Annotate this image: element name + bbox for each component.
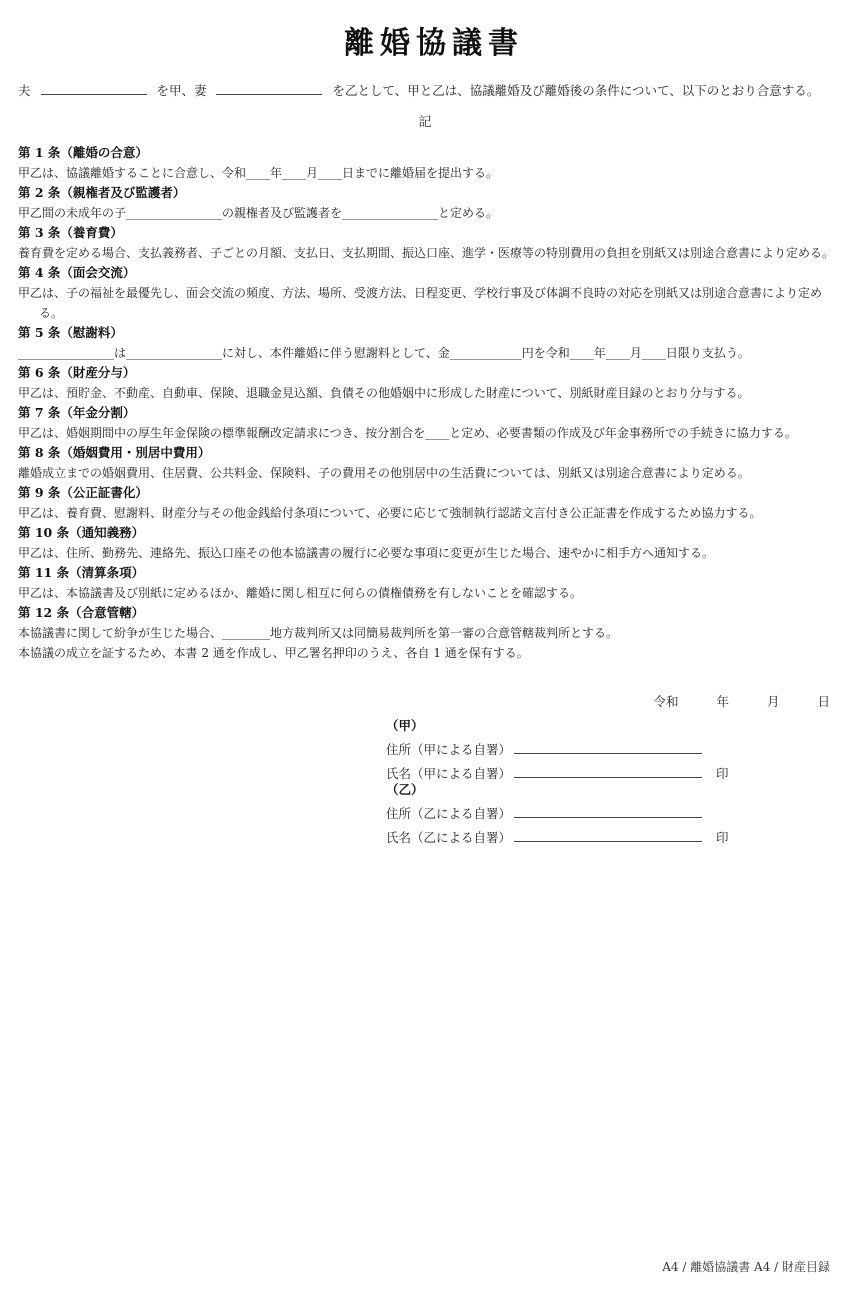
article-heading: 第 7 条（年金分割） — [18, 405, 136, 420]
article-heading: 第 4 条（面会交流） — [18, 265, 136, 280]
articles-list — [18, 143, 836, 664]
fill-in-blank: ________________ — [126, 206, 223, 220]
article-text: の親権者及び監護者を — [222, 206, 343, 220]
husband-name-blank — [41, 82, 147, 95]
article-text: 甲乙は、協議離婚することに合意し、令和 — [18, 166, 247, 180]
signature-address-line[interactable] — [514, 807, 702, 818]
signature-party-label: （乙） — [386, 782, 424, 797]
fill-in-blank: ____ — [318, 166, 343, 180]
article-text: は — [114, 346, 127, 360]
fill-in-blank: ____ — [605, 346, 630, 360]
article-heading: 第 2 条（親権者及び監護者） — [18, 185, 186, 200]
article-heading: 第 12 条（合意管轄） — [18, 605, 145, 620]
article-text: 月 — [629, 346, 642, 360]
signature-name-label: 氏名（甲による自署） — [386, 766, 512, 781]
signature-block-ko — [386, 716, 729, 782]
article-heading: 第 10 条（通知義務） — [18, 525, 145, 540]
article-text: 年 — [270, 166, 283, 180]
article-body — [18, 203, 836, 223]
article-text: 甲乙は、養育費、慰謝料、財産分与その他金銭給付条項について、必要に応じて強制執行認諾文言付き公正証書を作成するため協力する。 — [18, 506, 762, 520]
fill-in-blank: ________________ — [126, 346, 223, 360]
date-month: 月 — [766, 694, 780, 709]
article-text: 離婚成立までの婚姻費用、住居費、公共料金、保険料、子の費用その他別居中の生活費については、別紙又は別途合意書により定める。 — [18, 466, 750, 480]
page-footer: A4 / 離婚協議書 A4 / 財産目録 — [662, 1260, 830, 1274]
article-text: 円を令和 — [521, 346, 570, 360]
signature-address-label: 住所（甲による自署） — [386, 742, 512, 757]
article-body — [18, 243, 836, 263]
article-heading: 第 11 条（清算条項） — [18, 565, 145, 580]
seal-mark: 印 — [716, 830, 729, 845]
date-day: 日 — [817, 694, 830, 709]
article-body — [18, 623, 836, 643]
date-year: 年 — [716, 694, 729, 709]
article-heading: 第 1 条（離婚の合意） — [18, 145, 148, 160]
article-text: 甲乙は、婚姻期間中の厚生年金保険の標準報酬改定請求につき、按分割合を — [18, 426, 426, 440]
fill-in-blank: ____ — [641, 346, 666, 360]
article-body — [18, 583, 836, 603]
article-text: に対し、本件離婚に伴う慰謝料として、金 — [222, 346, 450, 360]
fill-in-blank: ________________ — [342, 206, 439, 220]
article-body — [18, 383, 836, 403]
article-text: 甲乙間の未成年の子 — [18, 206, 127, 220]
article-body — [18, 423, 836, 443]
wife-name-blank — [216, 82, 322, 95]
article-heading: 第 9 条（公正証書化） — [18, 485, 148, 500]
fill-in-blank: ____ — [282, 166, 307, 180]
signature-address-line[interactable] — [514, 743, 702, 754]
signature-block-otsu — [386, 780, 729, 846]
article-text: 甲乙は、住所、勤務先、連絡先、振込口座その他本協議書の履行に必要な事項に変更が生じた場合、速やかに相手方へ通知する。 — [18, 546, 715, 560]
signature-name-line[interactable] — [514, 767, 702, 778]
article-body — [18, 343, 836, 363]
article-body — [18, 463, 836, 483]
article-text: 年 — [593, 346, 606, 360]
fill-in-blank: ____________ — [449, 346, 522, 360]
signing-date — [653, 692, 830, 710]
article-heading: 第 6 条（財産分与） — [18, 365, 136, 380]
article-text: 日までに離婚届を提出する。 — [342, 166, 499, 180]
article-text: と定め、必要書類の作成及び年金事務所での手続きに協力する。 — [449, 426, 797, 440]
fill-in-blank: ________________ — [18, 346, 114, 360]
signature-address-row — [386, 804, 729, 822]
intro-paragraph — [18, 81, 858, 99]
article-text: 地方裁判所又は同簡易裁判所を第一審の合意管轄裁判所とする。 — [270, 626, 619, 640]
signature-name-row — [386, 828, 729, 846]
signature-name-label: 氏名（乙による自署） — [386, 830, 512, 845]
signature-address-label: 住所（乙による自署） — [386, 806, 512, 821]
fill-in-blank: ____ — [569, 346, 594, 360]
intro-wife-suffix: を乙として、甲と乙は、協議離婚及び離婚後の条件について、以下のとおり合意する。 — [332, 83, 820, 98]
signature-address-row — [386, 740, 729, 758]
article-heading: 第 8 条（婚姻費用・別居中費用） — [18, 445, 211, 460]
article-body — [18, 163, 836, 183]
ki-marker: 記 — [418, 115, 432, 130]
article-text: 甲乙は、子の福祉を最優先し、面会交流の頻度、方法、場所、受渡方法、日程変更、学校行事及び体調不良時の対応を別紙又は別途合意書により定める。 — [18, 286, 823, 320]
date-era: 令和 — [653, 694, 679, 709]
closing-statement: 本協議の成立を証するため、本書 2 通を作成し、甲乙署名押印のうえ、各自 1 通を保有する。 — [18, 646, 529, 660]
article-text: 月 — [306, 166, 319, 180]
article-text: 甲乙は、本協議書及び別紙に定めるほか、離婚に関し相互に何らの債権債務を有しないことを確認する。 — [18, 586, 583, 600]
fill-in-blank: ____ — [246, 166, 271, 180]
signature-name-line[interactable] — [514, 831, 702, 842]
article-body — [18, 503, 836, 523]
article-body — [18, 543, 836, 563]
fill-in-blank: ____ — [425, 426, 450, 440]
article-text: 甲乙は、預貯金、不動産、自動車、保険、退職金見込額、負債その他婚姻中に形成した財産について、別紙財産目録のとおり分与する。 — [18, 386, 750, 400]
article-text: と定める。 — [438, 206, 499, 220]
article-text: 本協議書に関して紛争が生じた場合、 — [18, 626, 223, 640]
signature-party-label: （甲） — [386, 718, 424, 733]
intro-husband-label: 夫 — [18, 83, 31, 98]
seal-mark: 印 — [716, 766, 729, 781]
article-body — [18, 283, 836, 323]
fill-in-blank: ________ — [222, 626, 271, 640]
article-text: 養育費を定める場合、支払義務者、子ごとの月額、支払日、支払期間、振込口座、進学・医療等の特別費用の負担を別紙又は別途合意書により定める。 — [18, 246, 835, 260]
intro-husband-suffix: を甲、妻 — [156, 83, 207, 98]
article-text: 日限り支払う。 — [665, 346, 750, 360]
article-heading: 第 3 条（養育費） — [18, 225, 123, 240]
document-title: 離婚協議書 — [344, 26, 524, 61]
article-heading: 第 5 条（慰謝料） — [18, 325, 123, 340]
